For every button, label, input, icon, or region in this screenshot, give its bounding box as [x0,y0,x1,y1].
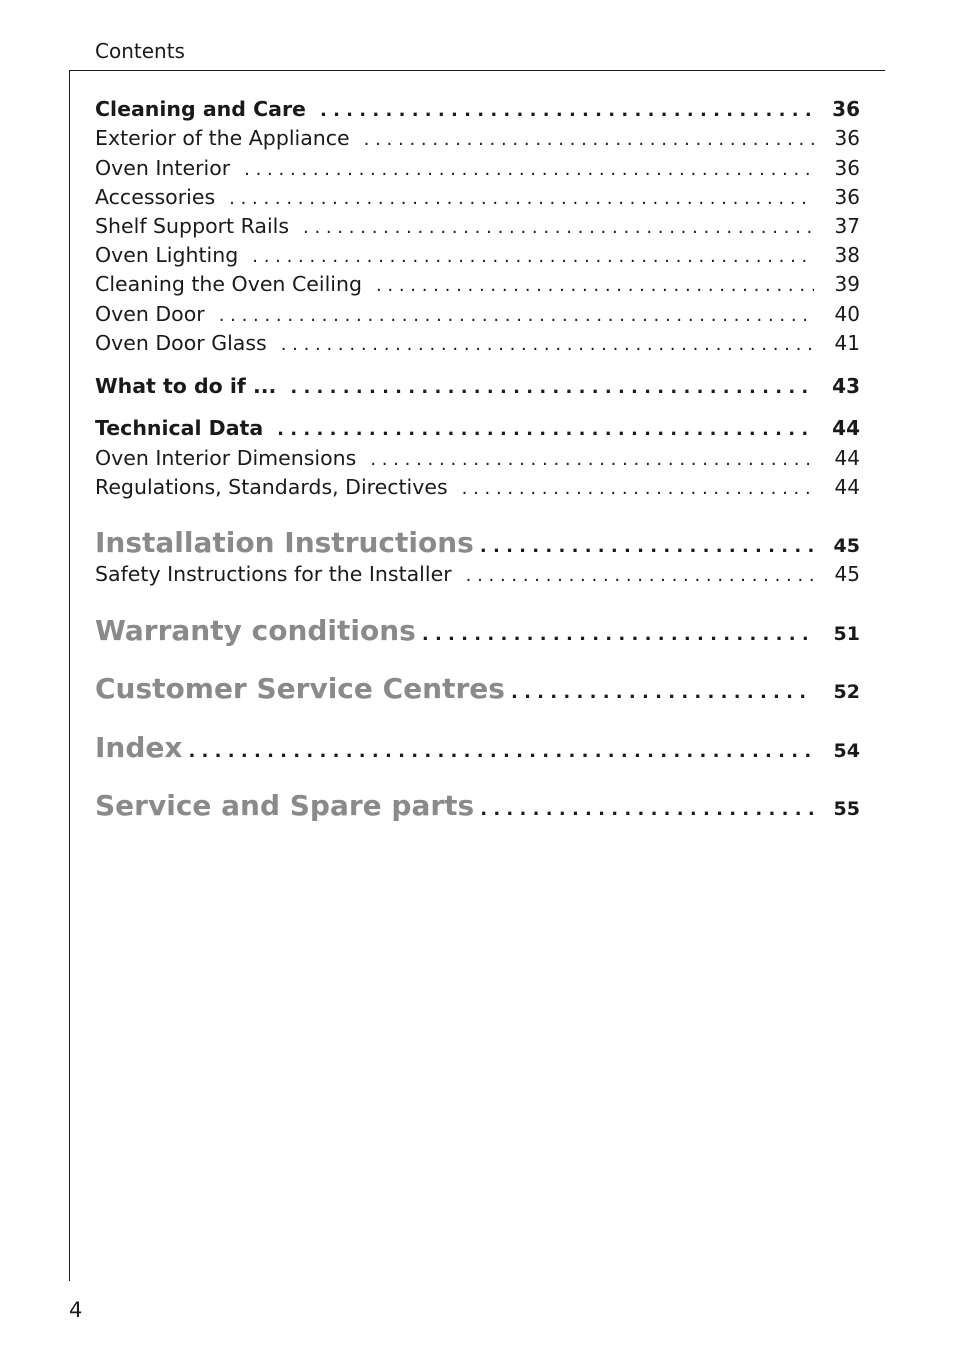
toc-entry-label: Oven Interior [95,156,231,180]
toc-entry-page: 45 [833,535,860,557]
dot-leader [511,675,814,711]
dot-leader [229,184,814,213]
toc-entry-page: 36 [834,156,860,180]
toc-entry-label: Index [95,731,183,764]
page-number: 4 [69,1298,83,1322]
dot-leader [244,155,814,184]
toc-entry-shelf-support-rails[interactable] [95,212,860,242]
toc-entry-label: Oven Lighting [95,243,239,267]
toc-entry-oven-interior-dimensions[interactable] [95,444,860,474]
margin-rule [69,70,70,1281]
toc-entry-technical-data[interactable] [95,414,860,444]
toc-entry-label: Service and Spare parts [95,789,475,822]
toc-entry-service-and-spare-parts[interactable] [95,788,860,828]
dot-leader [219,301,814,330]
toc-entry-label: Safety Instructions for the Installer [95,562,452,586]
toc-entry-warranty-conditions[interactable] [95,613,860,653]
dot-leader [466,561,814,590]
toc-entry-page: 55 [833,798,860,820]
toc-entry-label: Oven Door [95,302,205,326]
toc-entry-page: 45 [834,562,860,586]
toc-entry-page: 40 [834,302,860,326]
running-head: Contents [95,39,185,63]
dot-leader [277,415,814,444]
toc-entry-label: Cleaning the Oven Ceiling [95,272,362,296]
dot-leader [320,96,814,125]
toc-entry-oven-lighting[interactable] [95,241,860,271]
toc-entry-cleaning-and-care[interactable] [95,95,860,125]
toc-entry-label: What to do if ... [95,374,277,398]
toc-entry-page: 51 [833,623,860,645]
dot-leader [376,271,814,300]
dot-leader [188,734,814,770]
toc-entry-page: 43 [832,374,860,398]
toc-entry-label: Oven Door Glass [95,331,267,355]
toc-entry-label: Exterior of the Appliance [95,126,350,150]
toc-entry-page: 44 [834,446,860,470]
toc-entry-page: 44 [834,475,860,499]
toc-entry-page: 44 [832,416,860,440]
dot-leader [303,213,814,242]
dot-leader [370,445,814,474]
toc-entry-page: 41 [834,331,860,355]
toc-entry-exterior-of-the-appliance[interactable] [95,124,860,154]
toc-entry-page: 52 [833,681,860,703]
dot-leader [290,373,814,402]
toc-entry-regulations-standards-directives[interactable] [95,473,860,503]
toc-entry-label: Customer Service Centres [95,672,505,705]
toc-entry-oven-door[interactable] [95,300,860,330]
toc-entry-page: 36 [832,97,860,121]
toc-entry-page: 54 [833,740,860,762]
toc-entry-label: Warranty conditions [95,614,416,647]
toc-entry-accessories[interactable] [95,183,860,213]
dot-leader [281,330,814,359]
toc-entry-what-to-do-if[interactable] [95,372,860,402]
toc-entry-label: Installation Instructions [95,526,474,559]
dot-leader [462,474,814,503]
toc-entry-page: 36 [834,185,860,209]
toc-entry-safety-instructions-for-the-installer[interactable] [95,560,860,590]
toc-entry-index[interactable] [95,730,860,770]
dot-leader [422,617,814,653]
toc-entry-page: 38 [834,243,860,267]
dot-leader [252,242,814,271]
header-rule [69,70,885,71]
toc-entry-oven-interior[interactable] [95,154,860,184]
toc-entry-label: Cleaning and Care [95,97,306,121]
toc-entry-oven-door-glass[interactable] [95,329,860,359]
toc-entry-customer-service-centres[interactable] [95,671,860,711]
toc-entry-cleaning-the-oven-ceiling[interactable] [95,270,860,300]
toc-entry-label: Technical Data [95,416,264,440]
toc-entry-page: 37 [834,214,860,238]
dot-leader [364,125,814,154]
toc-entry-label: Regulations, Standards, Directives [95,475,448,499]
toc-entry-page: 39 [834,272,860,296]
toc-entry-label: Shelf Support Rails [95,214,290,238]
toc-entry-installation-instructions[interactable] [95,525,860,565]
toc-entry-label: Accessories [95,185,216,209]
toc-entry-page: 36 [834,126,860,150]
dot-leader [480,792,814,828]
toc-entry-label: Oven Interior Dimensions [95,446,357,470]
